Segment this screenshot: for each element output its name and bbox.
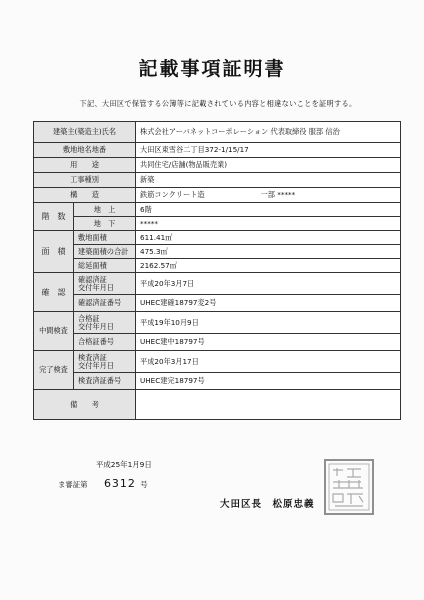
confirm-date-label-1: 確認済証: [78, 274, 107, 284]
owner-value: 株式会社アーバネットコーポレーション 代表取締役 服部 信治: [136, 122, 401, 143]
row-use: [34, 158, 401, 173]
area-label: 面 積: [34, 231, 74, 273]
final-label: 完了検査: [34, 351, 74, 390]
work-value: 新築: [136, 173, 401, 188]
final-date-value: 平成20年3月17日: [136, 351, 401, 373]
building-area-value: 475.3㎡: [136, 245, 401, 259]
work-label: 工事種別: [34, 173, 136, 188]
site-label: 敷地地名地番: [34, 143, 136, 158]
above-label: 地 上: [74, 203, 136, 217]
row-building-area: [34, 245, 401, 259]
site-area-value: 611.41㎡: [136, 231, 401, 245]
cert-number: 6312: [103, 477, 136, 490]
confirm-date-value: 平成20年3月7日: [136, 273, 401, 295]
row-final-no: [34, 373, 401, 390]
confirm-no-label: 確認済証番号: [74, 295, 136, 312]
intro-text: 下記、大田区で保管する公簿等に記載されている内容と相違ないことを証明する。: [79, 99, 357, 108]
building-area-label: 建築面積の合計: [74, 245, 136, 259]
use-value: 共同住宅/店舗(物品販売業): [136, 158, 401, 173]
row-final-date: [34, 351, 401, 373]
remarks-value: [136, 390, 401, 420]
mid-date-label-2: 交付年月日: [78, 321, 114, 331]
row-floors-above: [34, 203, 401, 217]
final-date-label-1: 検査済証: [78, 352, 107, 362]
confirm-label: 確 認: [34, 273, 74, 312]
confirm-date-label-2: 交付年月日: [78, 282, 114, 292]
confirm-no-value: UHEC建確18797変2号: [136, 295, 401, 312]
row-owner: [34, 122, 401, 143]
row-confirm-date: [34, 273, 401, 295]
mid-date-label-1: 合格証: [78, 313, 100, 323]
row-structure: [34, 188, 401, 203]
structure-value: 鉄筋コンクリート造: [140, 190, 205, 199]
remarks-label: 備 考: [34, 390, 136, 420]
below-value: *****: [136, 217, 401, 231]
structure-cell: [136, 188, 401, 203]
row-work: [34, 173, 401, 188]
record-table: [33, 121, 401, 420]
row-remarks: [34, 390, 401, 420]
owner-label: 建築主(築造主)氏名: [34, 122, 136, 143]
row-mid-no: [34, 334, 401, 351]
structure-label: 構 造: [34, 188, 136, 203]
final-date-label-2: 交付年月日: [78, 360, 114, 370]
cert-suffix: 号: [140, 480, 148, 489]
above-value: 6階: [136, 203, 401, 217]
use-label: 用 途: [34, 158, 136, 173]
certificate-number: [58, 477, 148, 490]
signer-name: 大田区長 松原忠義: [220, 499, 315, 510]
issue-date: 平成25年1月9日: [96, 460, 152, 469]
document-title: 記載事項証明書: [138, 58, 286, 80]
row-confirm-no: [34, 295, 401, 312]
floors-label: 階 数: [34, 203, 74, 231]
final-no-value: UHEC建完18797号: [136, 373, 401, 390]
cert-prefix: ま審証第: [58, 480, 88, 489]
final-date-label: [74, 351, 136, 373]
site-area-label: 敷地面積: [74, 231, 136, 245]
mid-date-value: 平成19年10月9日: [136, 312, 401, 334]
site-value: 大田区東雪谷二丁目372-1/15/17: [136, 143, 401, 158]
mid-no-value: UHEC建中18797号: [136, 334, 401, 351]
mid-no-label: 合格証番号: [74, 334, 136, 351]
structure-part-value: *****: [277, 190, 296, 199]
floor-area-value: 2162.57㎡: [136, 259, 401, 273]
final-no-label: 検査済証番号: [74, 373, 136, 390]
mid-date-label: [74, 312, 136, 334]
official-seal-icon: [323, 458, 375, 516]
row-floors-below: [34, 217, 401, 231]
row-mid-date: [34, 312, 401, 334]
row-site: [34, 143, 401, 158]
confirm-date-label: [74, 273, 136, 295]
row-floor-area: [34, 259, 401, 273]
mid-label: 中間検査: [34, 312, 74, 351]
floor-area-label: 総延面積: [74, 259, 136, 273]
below-label: 地 下: [74, 217, 136, 231]
row-site-area: [34, 231, 401, 245]
structure-part-label: 一部: [260, 190, 275, 199]
